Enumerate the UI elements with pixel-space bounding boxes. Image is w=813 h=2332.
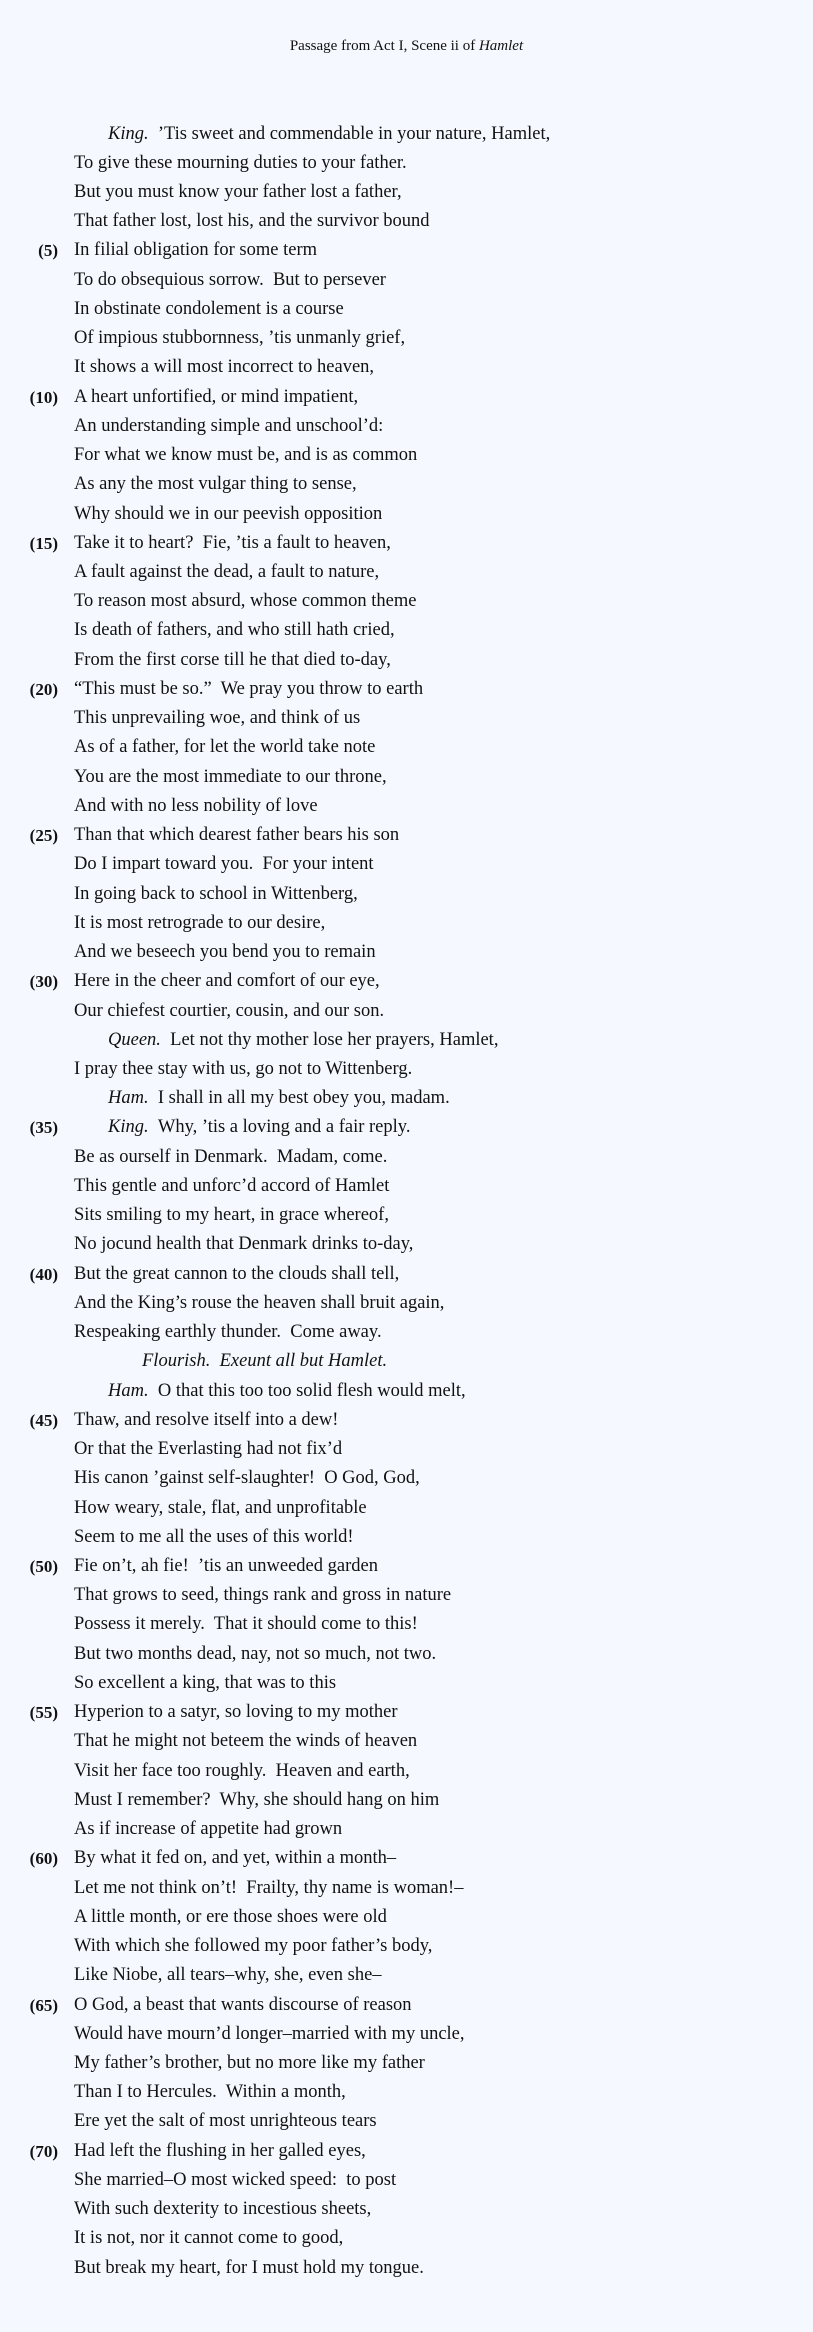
- verse-line: [0, 821, 813, 850]
- verse-line: [0, 1318, 813, 1347]
- verse-text: It is most retrograde to our desire,: [74, 912, 326, 933]
- verse-line: [0, 733, 813, 762]
- verse-line: [0, 1113, 813, 1142]
- verse-line: [0, 558, 813, 587]
- verse-text: O God, a beast that wants discourse of reason: [74, 1994, 412, 2015]
- verse-text: A heart unfortified, or mind impatient,: [74, 386, 359, 407]
- verse-line: [0, 149, 813, 178]
- page-title: [0, 36, 813, 56]
- verse-text: Than I to Hercules. Within a month,: [74, 2082, 346, 2103]
- verse-line: [0, 2195, 813, 2224]
- verse-line: [0, 967, 813, 996]
- verse-line: [0, 1698, 813, 1727]
- verse-text: Had left the flushing in her galled eyes,: [74, 2140, 366, 2161]
- verse-line: [0, 1874, 813, 1903]
- verse-text: My father’s brother, but no more like my father: [74, 2052, 425, 2073]
- verse-text: Or that the Everlasting had not fix’d: [74, 1439, 343, 1460]
- line-number: (25): [29, 826, 58, 846]
- verse-line: [0, 1494, 813, 1523]
- verse-text: In filial obligation for some term: [74, 240, 318, 261]
- verse-text: And we beseech you bend you to remain: [74, 942, 376, 963]
- verse-line: [0, 470, 813, 499]
- verse-text: Must I remember? Why, she should hang on him: [74, 1789, 440, 1810]
- verse-text: But two months dead, nay, not so much, not two.: [74, 1643, 437, 1664]
- speaker-name: Ham.: [108, 1380, 149, 1401]
- verse-text: Is death of fathers, and who still hath cried,: [74, 620, 395, 641]
- verse-line: [0, 1815, 813, 1844]
- verse-text: For what we know must be, and is as common: [74, 445, 418, 466]
- verse-line: [0, 1640, 813, 1669]
- verse-line: [0, 1610, 813, 1639]
- line-number: (5): [38, 241, 58, 261]
- verse-text: Visit her face too roughly. Heaven and earth,: [74, 1760, 410, 1781]
- verse-line: [0, 266, 813, 295]
- verse-line: [0, 1523, 813, 1552]
- verse-line: [0, 207, 813, 236]
- verse-line: [0, 1201, 813, 1230]
- line-number: (10): [29, 387, 58, 407]
- verse-line: [0, 236, 813, 265]
- verse-line: [0, 1289, 813, 1318]
- verse-line: [0, 1552, 813, 1581]
- verse-line: [0, 2078, 813, 2107]
- speaker-name: Queen.: [108, 1029, 161, 1050]
- verse-line: [0, 178, 813, 207]
- verse-text: A little month, or ere those shoes were old: [74, 1906, 387, 1927]
- verse-line: [0, 1172, 813, 1201]
- verse-line: [0, 1260, 813, 1289]
- verse-line: [0, 1844, 813, 1873]
- speech-text: Let not thy mother lose her prayers, Hamlet,: [170, 1029, 499, 1050]
- verse-text: Than that which dearest father bears his son: [74, 825, 400, 846]
- line-number: (30): [29, 972, 58, 992]
- verse-line: [0, 2166, 813, 2195]
- verse-line: [0, 1377, 813, 1406]
- verse-text: Hyperion to a satyr, so loving to my mother: [74, 1702, 398, 1723]
- verse-line: [0, 500, 813, 529]
- verse-text: A fault against the dead, a fault to nature,: [74, 562, 380, 583]
- verse-text: Be as ourself in Denmark. Madam, come.: [74, 1146, 388, 1167]
- title-work: Hamlet: [478, 38, 524, 54]
- verse-text: Possess it merely. That it should come to this!: [74, 1614, 418, 1635]
- line-number: (50): [29, 1556, 58, 1576]
- verse-line: [0, 675, 813, 704]
- verse-text: You are the most immediate to our throne,: [74, 766, 387, 787]
- verse-text: Seem to me all the uses of this world!: [74, 1526, 354, 1547]
- verse-line: [0, 1903, 813, 1932]
- verse-line: [0, 295, 813, 324]
- verse-text: But break my heart, for I must hold my tongue.: [74, 2257, 424, 2278]
- speaker-name: Ham.: [108, 1088, 149, 1109]
- verse-line: [0, 1347, 813, 1376]
- verse-line: [0, 616, 813, 645]
- verse-text: That grows to seed, things rank and gross in nature: [74, 1585, 452, 1606]
- verse-line: [0, 383, 813, 412]
- verse-text: As if increase of appetite had grown: [74, 1819, 343, 1840]
- verse-text: [108, 1113, 410, 1142]
- verse-line: [0, 587, 813, 616]
- verse-line: [0, 1727, 813, 1756]
- verse-text: But the great cannon to the clouds shall tell,: [74, 1263, 400, 1284]
- verse-line: [0, 1230, 813, 1259]
- verse-line: [0, 441, 813, 470]
- speech-text: O that this too too solid flesh would melt,: [157, 1380, 466, 1401]
- verse-text: Respeaking earthly thunder. Come away.: [74, 1322, 382, 1343]
- verse-line: [0, 1669, 813, 1698]
- verse-line: [0, 704, 813, 733]
- verse-text: Let me not think on’t! Frailty, thy name is woman!–: [74, 1877, 464, 1898]
- verse-text: That he might not beteem the winds of heaven: [74, 1731, 418, 1752]
- title-prefix: Passage from Act I, Scene ii of: [289, 38, 476, 54]
- verse-text: Like Niobe, all tears–why, she, even she–: [74, 1965, 382, 1986]
- verse-line: [0, 412, 813, 441]
- verse-text: I pray thee stay with us, go not to Wittenberg.: [74, 1059, 413, 1079]
- verse-line: [0, 324, 813, 353]
- verse-line: [0, 2049, 813, 2078]
- verse-line: [0, 1084, 813, 1113]
- verse-text: How weary, stale, flat, and unprofitable: [74, 1497, 367, 1518]
- speech-text: Why, ’tis a loving and a fair reply.: [157, 1117, 411, 1138]
- verse-text: In obstinate condolement is a course: [74, 298, 344, 319]
- verse-line: [0, 938, 813, 967]
- verse-line: [0, 1961, 813, 1990]
- verse-line: [0, 2137, 813, 2166]
- line-number: (60): [29, 1849, 58, 1869]
- verse-text: It is not, nor it cannot come to good,: [74, 2228, 344, 2249]
- verse-text: And with no less nobility of love: [74, 795, 318, 816]
- verse-text: As of a father, for let the world take note: [74, 737, 376, 758]
- speech-text: ’Tis sweet and commendable in your nature, Hamlet,: [157, 123, 551, 144]
- verse-line: [0, 909, 813, 938]
- verse-text: It shows a will most incorrect to heaven,: [74, 357, 375, 378]
- line-number: (15): [29, 533, 58, 553]
- verse-text: In going back to school in Wittenberg,: [74, 883, 358, 904]
- verse-line: [0, 1757, 813, 1786]
- line-number: (55): [29, 1703, 58, 1723]
- verse-text: Our chiefest courtier, cousin, and our son.: [74, 1000, 385, 1021]
- verse-line: [0, 353, 813, 382]
- verse-text: An understanding simple and unschool’d:: [74, 415, 384, 436]
- verse-line: [0, 2020, 813, 2049]
- verse-text: To do obsequious sorrow. But to persever: [74, 269, 386, 290]
- line-number: (65): [29, 1995, 58, 2015]
- verse-text: Fie on’t, ah fie! ’tis an unweeded garden: [74, 1555, 378, 1576]
- verse-line: [0, 1406, 813, 1435]
- verse-text: Do I impart toward you. For your intent: [74, 854, 374, 875]
- line-number: (20): [29, 679, 58, 699]
- speaker-name: King.: [108, 123, 149, 144]
- verse-text: [108, 120, 550, 149]
- verse-line: [0, 646, 813, 675]
- verse-text: By what it fed on, and yet, within a month–: [74, 1848, 397, 1869]
- verse-text: “This must be so.” We pray you throw to earth: [74, 678, 424, 699]
- verse-text: Here in the cheer and comfort of our eye,: [74, 971, 380, 992]
- verse-text: From the first corse till he that died to-day,: [74, 649, 391, 670]
- verse-line: [0, 1435, 813, 1464]
- verse-text: Ere yet the salt of most unrighteous tears: [74, 2111, 377, 2132]
- verse-text: And the King’s rouse the heaven shall bruit again,: [74, 1292, 445, 1313]
- verse-text: This gentle and unforc’d accord of Hamlet: [74, 1175, 390, 1196]
- line-number: (40): [29, 1264, 58, 1284]
- verse-text: Take it to heart? Fie, ’tis a fault to heaven,: [74, 532, 391, 553]
- verse-line: [0, 1464, 813, 1493]
- verse-line: [0, 2224, 813, 2253]
- verse-line: [0, 1932, 813, 1961]
- verse-text: That father lost, lost his, and the survivor bound: [74, 211, 430, 232]
- verse-text: She married–O most wicked speed: to post: [74, 2169, 397, 2190]
- verse-line: [0, 880, 813, 909]
- verse-text: But you must know your father lost a father,: [74, 181, 402, 202]
- verse-text: With such dexterity to incestious sheets,: [74, 2199, 372, 2220]
- verse-text: Sits smiling to my heart, in grace whereof,: [74, 1205, 389, 1226]
- verse-line: [0, 1143, 813, 1172]
- verse-text: No jocund health that Denmark drinks to-day,: [74, 1234, 414, 1255]
- verse-line: [0, 120, 813, 149]
- verse-text: So excellent a king, that was to this: [74, 1672, 337, 1693]
- verse-text: As any the most vulgar thing to sense,: [74, 474, 357, 495]
- verse-line: [0, 1026, 813, 1055]
- verse-line: [0, 850, 813, 879]
- verse-line: [0, 1786, 813, 1815]
- verse-text: Thaw, and resolve itself into a dew!: [74, 1409, 339, 1430]
- verse-text: [108, 1377, 466, 1406]
- speaker-name: King.: [108, 1117, 149, 1138]
- verse-line: [0, 2254, 813, 2283]
- verse-text: Of impious stubbornness, ’tis unmanly grief,: [74, 328, 406, 349]
- verse-text: With which she followed my poor father’s body,: [74, 1936, 433, 1957]
- verse-line: [0, 997, 813, 1026]
- verse-text: [108, 1026, 498, 1055]
- verse-line: [0, 1991, 813, 2020]
- verse-line: [0, 792, 813, 821]
- verse-text: [108, 1084, 450, 1113]
- line-number: (70): [29, 2141, 58, 2161]
- stage-direction: Flourish. Exeunt all but Hamlet.: [142, 1351, 388, 1372]
- verse-text: His canon ’gainst self-slaughter! O God, God,: [74, 1468, 420, 1489]
- verse-line: [0, 763, 813, 792]
- verse-line: [0, 2107, 813, 2136]
- passage-text: [0, 120, 813, 2283]
- line-number: (45): [29, 1410, 58, 1430]
- verse-line: [0, 1581, 813, 1610]
- verse-text: Would have mourn’d longer–married with my uncle,: [74, 2023, 465, 2044]
- line-number: (35): [29, 1118, 58, 1138]
- verse-text: Why should we in our peevish opposition: [74, 503, 383, 524]
- verse-text: To give these mourning duties to your father.: [74, 152, 407, 173]
- verse-line: [0, 1055, 813, 1084]
- verse-line: [0, 529, 813, 558]
- speech-text: I shall in all my best obey you, madam.: [157, 1088, 450, 1109]
- verse-text: To reason most absurd, whose common theme: [74, 591, 417, 612]
- verse-text: This unprevailing woe, and think of us: [74, 708, 361, 729]
